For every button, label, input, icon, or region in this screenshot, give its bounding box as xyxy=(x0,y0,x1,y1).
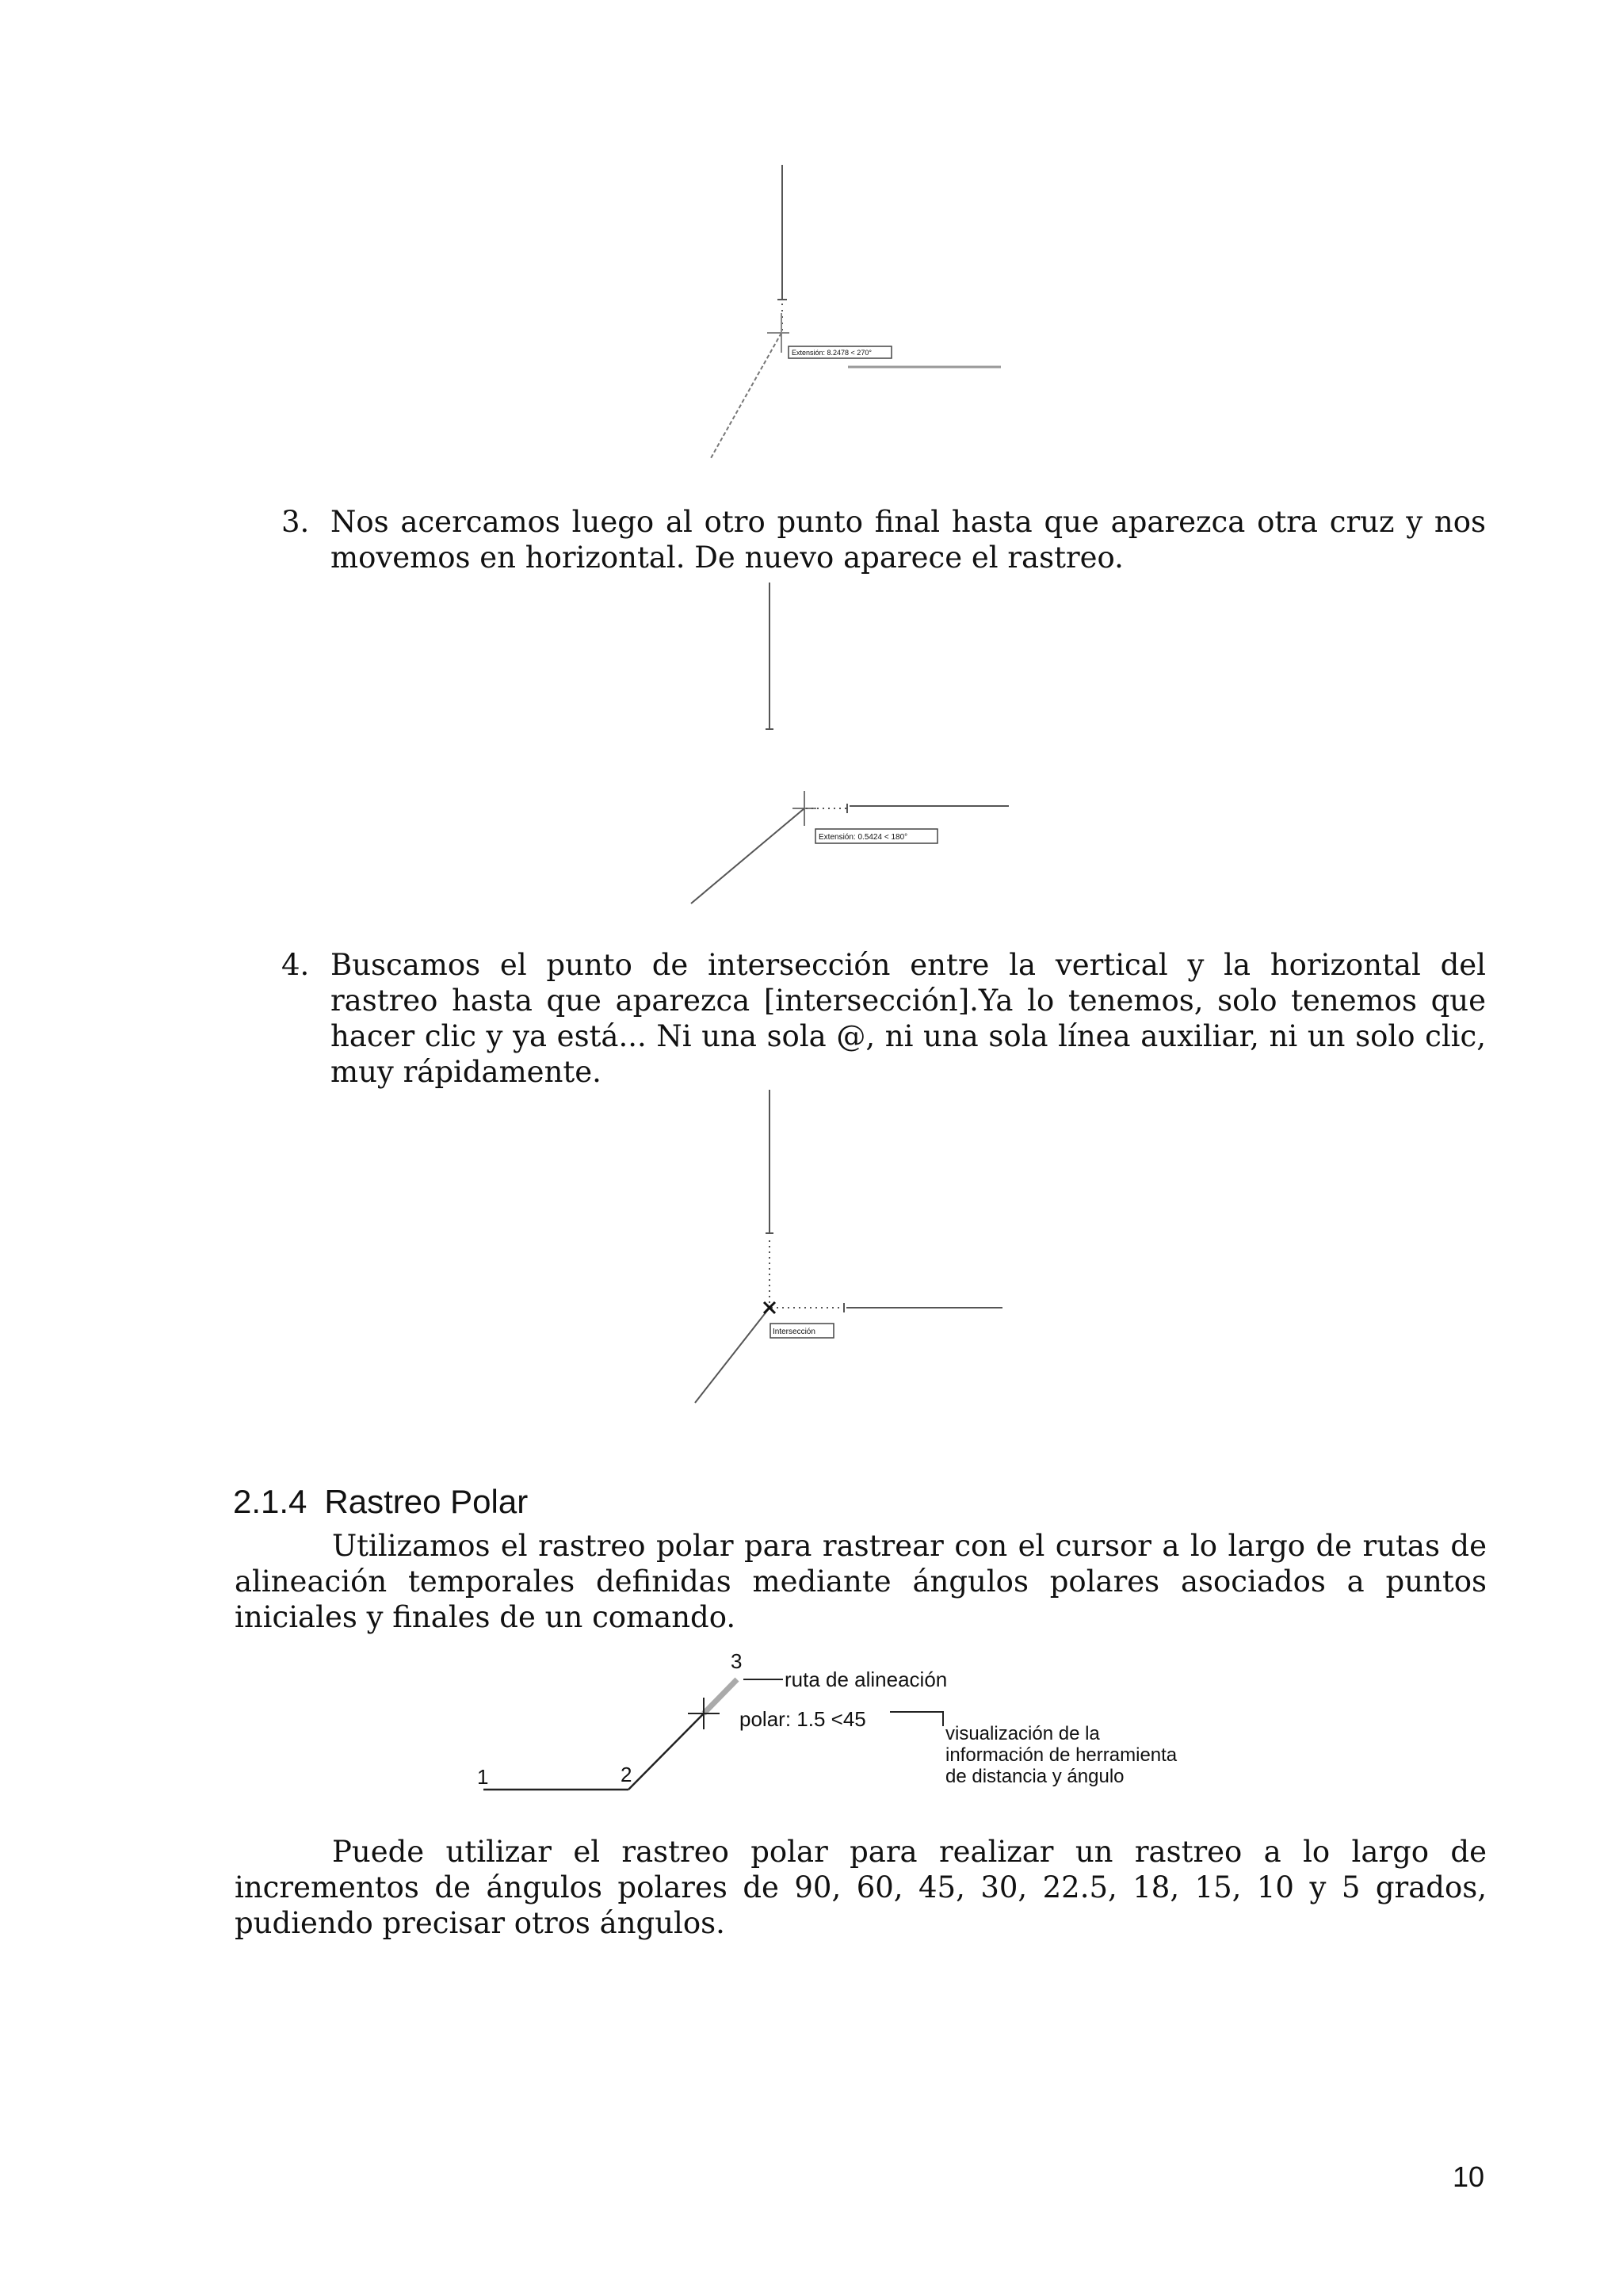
step-text: Buscamos el punto de intersección entre la vertical y la horizontal del rastreo hasta que aparezca [intersección].Ya lo tenemos, solo tenemos que hacer clic y ya está... Ni una sola @, ni una sola línea auxiliar, ni un solo clic, muy rápidamente. xyxy=(330,948,1486,1089)
section-heading xyxy=(233,1482,528,1522)
diagonal-line xyxy=(711,333,781,458)
info-line-3: de distancia y ángulo xyxy=(945,1766,1125,1787)
path-label: ruta de alineación xyxy=(785,1668,948,1691)
info-line-2: información de herramienta xyxy=(945,1744,1178,1766)
figure-tracking-vertical xyxy=(697,159,1014,468)
point-2-label: 2 xyxy=(621,1763,632,1786)
section-title: Rastreo Polar xyxy=(324,1483,529,1520)
figure-polar-tracking xyxy=(468,1645,1228,1811)
step-number: 4. xyxy=(281,948,310,982)
intersection-marker-icon xyxy=(764,1302,775,1313)
section-number: 2.1.4 xyxy=(233,1483,307,1520)
paragraph-intro: Utilizamos el rastreo polar para rastrear con el cursor a lo largo de rutas de alineación temporales definidas mediante ángulos polares asociados a puntos iniciales y finales de un comando. xyxy=(235,1529,1487,1634)
tooltip-text: Intersección xyxy=(773,1328,815,1336)
diagonal-line xyxy=(695,1308,769,1403)
info-leader xyxy=(890,1712,943,1726)
point-1-label: 1 xyxy=(477,1765,489,1789)
step-text: Nos acercamos luego al otro punto final hasta que aparezca otra cruz y nos movemos en horizontal. De nuevo aparece el rastreo. xyxy=(330,505,1486,575)
figure-intersection xyxy=(682,1086,1014,1419)
tooltip-text: Extensión: 8.2478 < 270° xyxy=(792,349,872,357)
step-number: 3. xyxy=(281,505,310,539)
page-number: 10 xyxy=(1452,2160,1484,2193)
paragraph-increments: Puede utilizar el rastreo polar para realizar un rastreo a lo largo de incrementos de ángulos polares de 90, 60, 45, 30, 22.5, 18, 15, 10 y 5 grados, pudiendo precisar otros ángulos. xyxy=(235,1835,1487,1940)
list-item-step-4 xyxy=(281,947,1486,1090)
alignment-path xyxy=(704,1679,737,1713)
polar-label: polar: 1.5 <45 xyxy=(739,1707,866,1731)
point-3-label: 3 xyxy=(731,1649,743,1673)
segment-2-cross xyxy=(628,1713,704,1790)
diagonal-line xyxy=(691,808,804,904)
info-line-1: visualización de la xyxy=(945,1723,1100,1744)
figure-tracking-horizontal xyxy=(682,579,1030,911)
list-item-step-3 xyxy=(281,504,1486,575)
tooltip-text: Extensión: 0.5424 < 180° xyxy=(819,833,908,842)
